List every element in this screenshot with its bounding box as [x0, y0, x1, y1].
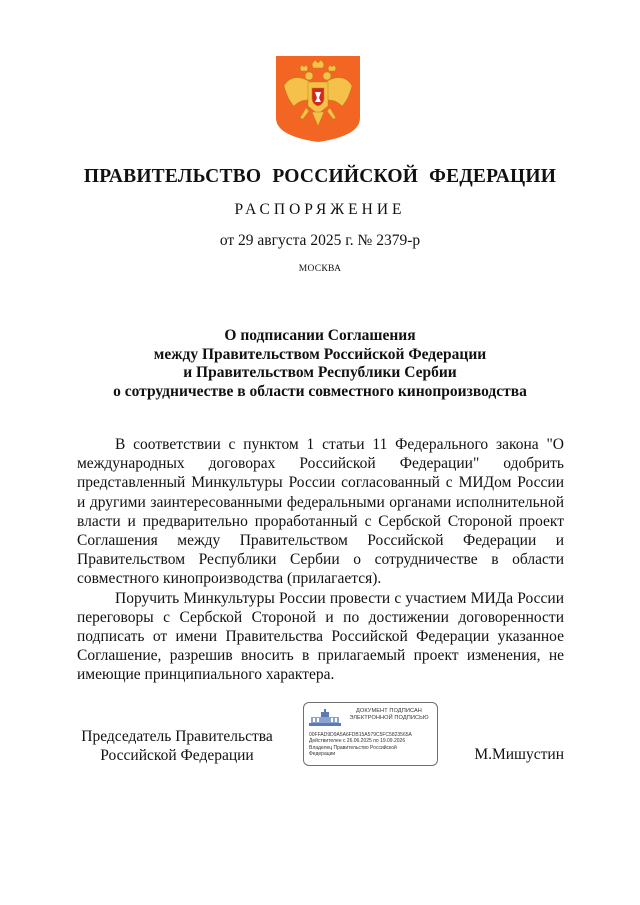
stamp-header-line: ЭЛЕКТРОННОЙ ПОДПИСЬЮ: [349, 715, 429, 721]
stamp-owner: Владелец Правительство Российской: [309, 744, 397, 751]
signer-title-line: Российской Федерации: [100, 747, 254, 764]
stamp-owner: Федерации: [309, 750, 336, 757]
government-title: ПРАВИТЕЛЬСТВО РОССИЙСКОЙ ФЕДЕРАЦИИ: [83, 166, 557, 187]
signer-title-line: Председатель Правительства: [81, 728, 273, 745]
document-subject: [0, 327, 640, 401]
stamp-certificate-number: 00FFAD9D9A5A6FDB15A579C5FC5823565A: [309, 732, 412, 738]
subject-line: о сотрудничестве в области совместного кинопроизводства: [113, 382, 527, 400]
stamp-header-line: ДОКУМЕНТ ПОДПИСАН: [356, 708, 422, 714]
document-body: [77, 435, 564, 685]
stamp-validity: Действителен с 26.06.2025 по 19.09.2026: [309, 738, 406, 745]
signer-name: М.Мишустин: [474, 746, 564, 763]
body-paragraph: Поручить Минкультуры России провести с участием МИДа России переговоры с Сербской Стороной и по достижении договоренности подписать от имени Правительства Российской Федерации указанное Соглашение, разрешив вносить в прилагаемый проект изменения, не имеющие принципиального характера.: [77, 589, 564, 684]
document-type: РАСПОРЯЖЕНИЕ: [234, 201, 406, 218]
subject-line: и Правительством Республики Сербии: [183, 364, 457, 381]
document-city: МОСКВА: [298, 264, 342, 274]
stamp-header: [342, 708, 436, 722]
subject-line: между Правительством Российской Федерации: [153, 345, 487, 363]
government-building-icon: [308, 709, 342, 727]
body-paragraph: В соответствии с пунктом 1 статьи 11 Федерального закона "О международных договорах Российской Федерации" одобрить представленный Минкультуры России согласованный с МИДом России и другими заинтересованными федеральными органами исполнительной власти и предварительно проработанный с Сербской Стороной проект Соглашения между Правительством Российской Федерации и Правительством Республики Сербии о сотрудничестве в области совместного кинопроизводства (прилагается).: [77, 436, 564, 588]
signer-title: [77, 727, 277, 765]
stamp-certificate-info: [309, 732, 412, 757]
electronic-signature-stamp: [303, 702, 438, 766]
subject-line: О подписании Соглашения: [224, 327, 416, 344]
document-date-number: от 29 августа 2025 г. № 2379-р: [219, 232, 421, 249]
russian-coat-of-arms-icon: [276, 56, 360, 142]
